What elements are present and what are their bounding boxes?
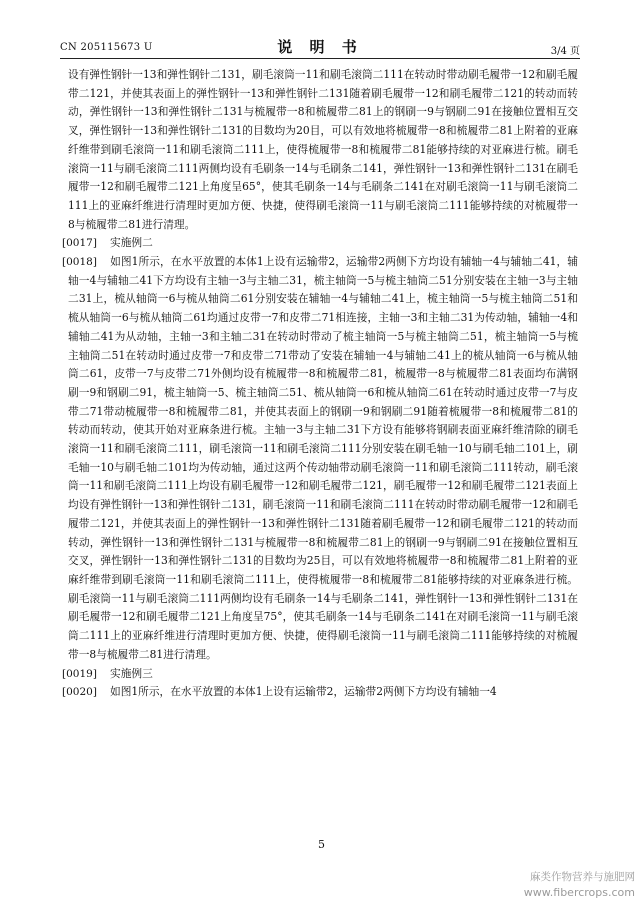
- paragraph-text: 如图1所示，在水平放置的本体1上设有运输带2，运输带2两侧下方均设有辅轴一4与辅轴二41，辅轴一4与辅轴二41下方均设有主轴一3与主轴二31，梳主轴筒一5与梳主轴筒二51分别安装在主轴一3与主轴二31上，梳从轴筒一6与梳从轴筒二61分别安装在辅轴一4与辅轴二41上，梳主轴筒一5与梳主轴筒二51和梳从轴筒一6与梳从轴筒二61均通过皮带一7和皮带二71相连接，主轴一3和主轴二31为传动轴，辅轴一4和辅轴二41为从动轴，主轴一3和主轴二31在转动时带动了梳主轴筒一5与梳主轴筒二51，梳主轴筒一5与梳主轴筒二51在转动时通过皮带一7和皮带二71带动了安装在辅轴一4与辅轴二41上的梳从轴筒一6与梳从轴筒二61，皮带一7与皮带二71外侧均设有梳履带一8和梳履带二81，梳履带一8与梳履带二81表面均布满钢刷一9和钢刷二91，梳主轴筒一5、梳主轴筒二51、梳从轴筒一6和梳从轴筒二61在转动时通过皮带一7与皮带二71带动梳履带一8和梳履带二81，并使其表面上的钢刷一9和钢刷二91随着梳履带一8和梳履带二81的转动而转动，使其开始对亚麻条进行梳。主轴一3与主轴二31下方设有能够将钢刷表面亚麻纤维清除的刷毛滚筒一11和刷毛滚筒二111，刷毛滚筒一11和刷毛滚筒二111分别安装在刷毛轴一10与刷毛轴二101上，刷毛轴一10与刷毛轴二101均为传动轴，通过这两个传动轴带动刷毛滚筒一11和刷毛滚筒二111转动，刷毛滚筒一11和刷毛滚筒二111上均设有刷毛履带一12和刷毛履带二121，刷毛履带一12和刷毛履带二121表面上均设有弹性钢针一13和弹性钢针二131，刷毛滚筒一11和刷毛滚筒二111在转动时带动刷毛履带一12和刷毛履带二121，并使其表面上的弹性钢针一13和弹性钢针二131随着刷毛履带一12和刷毛履带二121的转动而转动，弹性钢针一13和弹性钢针二131与梳履带一8和梳履带二81上的钢刷一9与钢刷二91在接触位置相互交叉，弹性钢针一13和弹性钢针二131的目数均为25目，可以有效地将梳履带一8和梳履带二81上附着的亚麻纤维带到刷毛滚筒一11和刷毛滚筒二111上，使得梳履带一8和梳履带二81能够持续的对亚麻条进行梳。刷毛滚筒一11与刷毛滚筒二111两侧均设有毛刷条一14与毛刷条二141，弹性钢针一13和弹性钢针二131在刷毛履带一12和刷毛履带二121上角度呈75°，使其毛刷条一14与毛刷条二141在对刷毛滚筒一11与刷毛滚筒二111上的亚麻纤维进行清理时更加方便、快捷，使得刷毛滚筒一11与刷毛滚筒二111能够持续的对梳履带一8与梳履带二81进行清理。: [68, 255, 578, 661]
- paragraph-text: 如图1所示，在水平放置的本体1上设有运输带2，运输带2两侧下方均设有辅轴一4: [110, 685, 497, 699]
- paragraph-number: [0018]: [62, 256, 97, 269]
- paragraph-0020: [62, 683, 578, 702]
- document-title: 说 明 书: [277, 38, 363, 56]
- page-number: 5: [318, 838, 325, 851]
- watermark: [524, 870, 635, 900]
- paragraph-number: [0017]: [62, 237, 97, 250]
- paragraph-0018: [62, 253, 578, 664]
- patent-number: CN 205115673 U: [60, 42, 153, 53]
- paragraph-0017: [62, 234, 578, 253]
- page-header: [60, 34, 580, 59]
- page-indicator: 3/4 页: [550, 46, 580, 57]
- paragraph-continued: [68, 66, 578, 234]
- paragraph-0019: [62, 665, 578, 684]
- watermark-url: www.fibercrops.com: [523, 886, 635, 899]
- document-body: [62, 66, 578, 702]
- section-heading: 实施例二: [110, 236, 153, 250]
- paragraph-number: [0020]: [62, 686, 97, 699]
- watermark-site-name: 麻类作物营养与施肥网: [530, 871, 635, 883]
- paragraph-text: 设有弹性钢针一13和弹性钢针二131，刷毛滚筒一11和刷毛滚筒二111在转动时带动刷毛履带一12和刷毛履带二121，并使其表面上的弹性钢针一13和弹性钢针二131随着刷毛履带一12和刷毛履带二121的转动而转动，弹性钢针一13和弹性钢针二131与梳履带一8和梳履带二81上的钢刷一9与钢刷二91在接触位置相互交叉，弹性钢针一13和弹性钢针二131的目数均为20目，可以有效地将梳履带一8和梳履带二81上附着的亚麻纤维带到刷毛滚筒一11和刷毛滚筒二111上，使得梳履带一8和梳履带二81能够持续的对亚麻进行梳。刷毛滚筒一11与刷毛滚筒二111两侧均设有毛刷条一14与毛刷条二141，弹性钢针一13和弹性钢针二131在刷毛履带一12和刷毛履带二121上角度呈65°，使其毛刷条一14与毛刷条二141在对刷毛滚筒一11与刷毛滚筒二111上的亚麻纤维进行清理时更加方便、快捷，使得刷毛滚筒一11与刷毛滚筒二111能够持续的对梳履带一8与梳履带二81进行清理。: [68, 68, 578, 231]
- section-heading: 实施例三: [110, 666, 153, 680]
- paragraph-number: [0019]: [62, 667, 97, 680]
